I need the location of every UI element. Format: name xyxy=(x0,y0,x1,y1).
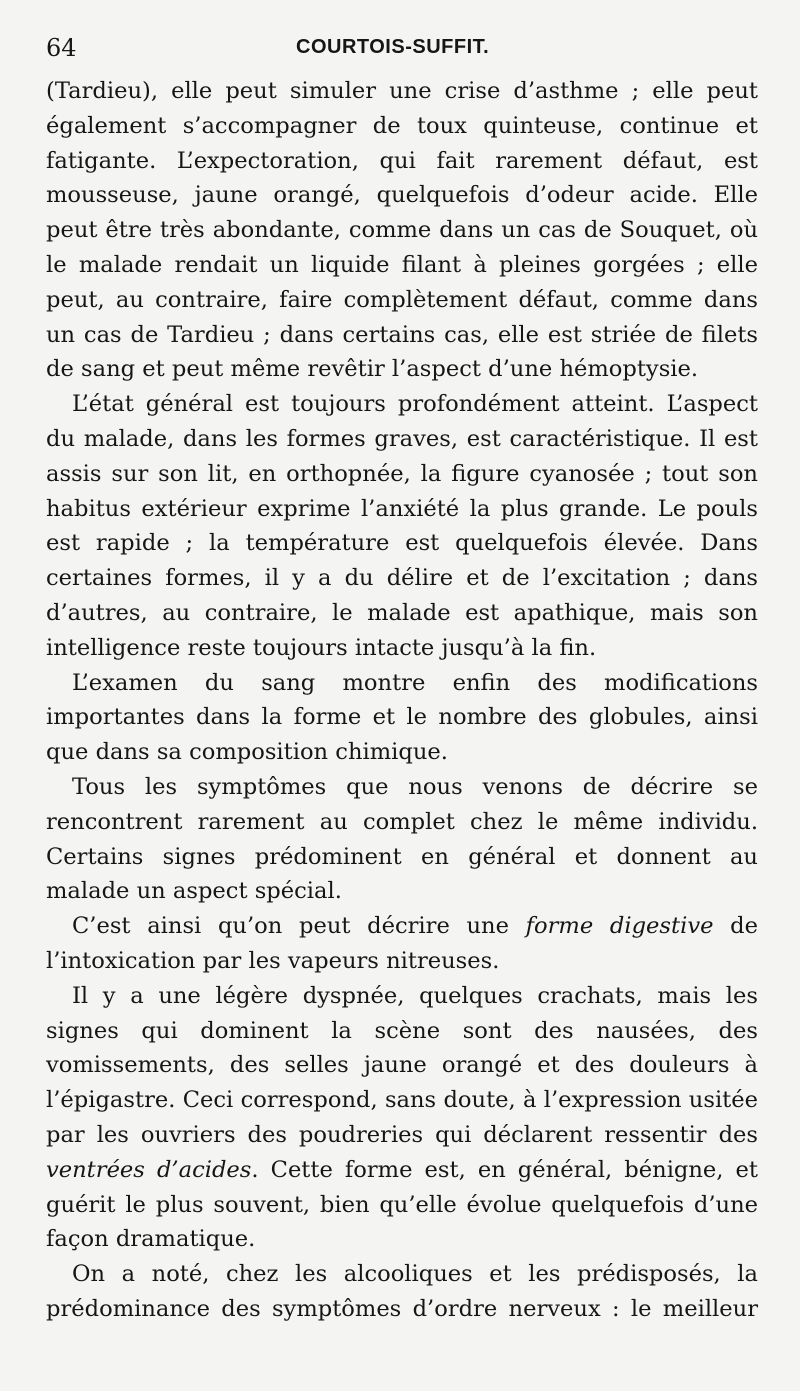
text-run: Il y a une légère dyspnée, quelques crachats, mais les signes qui dominent la scène sont des nausées, des vomissements, des selles jaune orangé et des douleurs à l’épigastre. Ceci correspond, sans doute, à l’expression usitée par les ouvriers des poudreries qui déclarent ressentir des xyxy=(46,982,758,1148)
paragraph xyxy=(46,979,758,1257)
italic-term: ventrées d’acides xyxy=(46,1156,252,1183)
paragraph: L’état général est toujours profondément atteint. L’aspect du malade, dans les formes graves, est caractéristique. Il est assis sur son lit, en orthopnée, la figure cyanosée ; tout son habitus extérieur exprime l’anxiété la plus grande. Le pouls est rapide ; la température est quelquefois élevée. Dans certaines formes, il y a du délire et de l’excitation ; dans d’autres, au contraire, le malade est apathique, mais son intelligence reste toujours intacte jusqu’à la fin. xyxy=(46,391,758,661)
body-text xyxy=(46,74,758,1327)
text-run: C’est ainsi qu’on peut décrire une xyxy=(72,913,526,940)
italic-term: forme digestive xyxy=(525,913,714,940)
paragraph: L’examen du sang montre enfin des modifications importantes dans la forme et le nombre des globules, ainsi que dans sa composition chimique. xyxy=(46,669,758,766)
paragraph: Tous les symptômes que nous venons de décrire se rencontrent rarement au complet chez le même individu. Certains signes prédominent en général et donnent au malade un aspect spécial. xyxy=(46,773,758,905)
text-run: de l’intoxication par les vapeurs nitreuses. xyxy=(46,913,758,974)
running-head: COURTOIS-SUFFIT. xyxy=(296,36,490,58)
paragraph: (Tardieu), elle peut simuler une crise d’asthme ; elle peut également s’accompagner de toux quinteuse, continue et fatigante. L’expectoration, qui fait rarement défaut, est mousseuse, jaune orangé, quelquefois d’odeur acide. Elle peut être très abondante, comme dans un cas de Souquet, où le malade rendait un liquide filant à pleines gorgées ; elle peut, au contraire, faire complètement défaut, comme dans un cas de Tardieu ; dans certains cas, elle est striée de filets de sang et peut même revêtir l’aspect d’une hémoptysie. xyxy=(46,78,758,383)
text-run: . Cette forme est, en général, bénigne, et guérit le plus souvent, bien qu’elle évolue quelquefois d’une façon dramatique. xyxy=(46,1156,759,1253)
paragraph: On a noté, chez les alcooliques et les prédisposés, la prédominance des symptômes d’ordre nerveux : le meilleur xyxy=(46,1261,758,1322)
page-header xyxy=(46,30,758,74)
paragraph xyxy=(46,909,758,979)
page-number: 64 xyxy=(46,34,77,62)
